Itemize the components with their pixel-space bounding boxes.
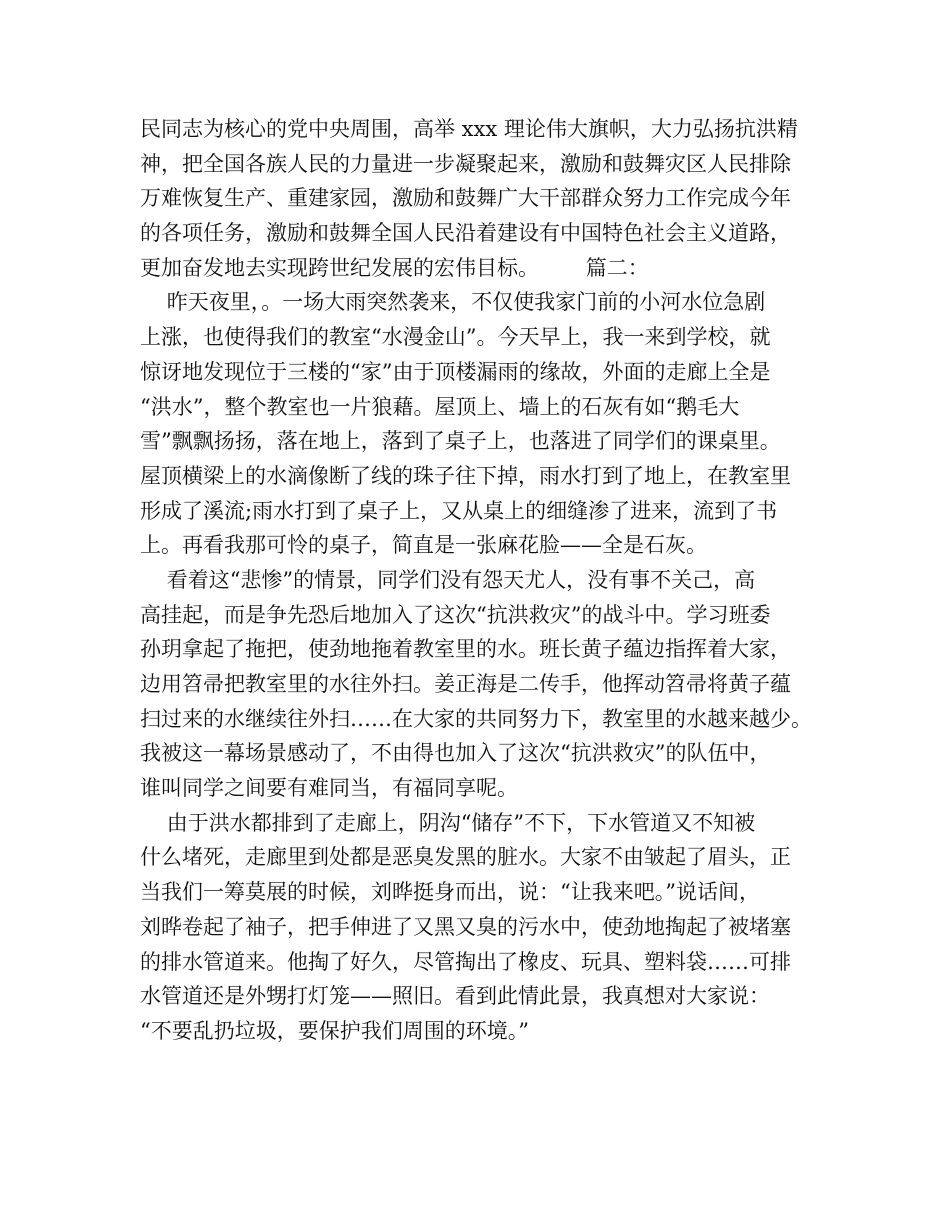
- text-line: 我被这一幕场景感动了，不由得也加入了这次“抗洪救灾”的队伍中，: [140, 741, 771, 766]
- text-line: 屋顶横梁上的水滴像断了线的珠子往下掉，雨水打到了地上，在教室里: [140, 463, 791, 488]
- paragraph-4: [140, 806, 830, 1049]
- text-line: 由于洪水都排到了走廊上，阴沟“储存”不下，下水管道又不知被: [140, 810, 756, 835]
- text-line: 万难恢复生产、重建家园，激励和鼓舞广大干部群众努力工作完成今年: [140, 186, 791, 211]
- document-body: [140, 112, 830, 1049]
- text-line: 高挂起，而是争先恐后地加入了这次“抗洪救灾”的战斗中。学习班委: [140, 602, 771, 627]
- paragraph-1: [140, 112, 830, 285]
- text-line: 刘晔卷起了袖子，把手伸进了又黑又臭的污水中，使劲地掏起了被堵塞: [140, 914, 791, 939]
- text-line: 上涨，也使得我们的教室“水漫金山”。今天早上，我一来到学校，就: [140, 325, 771, 350]
- text-line: 上。再看我那可怜的桌子，简直是一张麻花脸——全是石灰。: [140, 533, 707, 558]
- text-line: 谁叫同学之间要有难同当，有福同享呢。: [140, 776, 518, 801]
- text-line: 的各项任务，激励和鼓舞全国人民沿着建设有中国特色社会主义道路，: [140, 221, 791, 246]
- text-line: 雪”飘飘扬扬，落在地上，落到了桌子上，也落进了同学们的课桌里。: [140, 429, 781, 454]
- text-line: 水管道还是外甥打灯笼——照旧。看到此情此景，我真想对大家说：: [140, 984, 770, 1009]
- paragraph-3: [140, 563, 830, 806]
- text-line: “不要乱扔垃圾，要保护我们周围的环境。”: [140, 1018, 529, 1043]
- text-line: 昨天夜里，。一场大雨突然袭来，不仅使我家门前的小河水位急剧: [140, 290, 766, 315]
- text-line: 更加奋发地去实现跨世纪发展的宏伟目标。 篇二：: [140, 255, 649, 280]
- text-line: 民同志为核心的党中央周围，高举 xxx 理论伟大旗帜，大力弘扬抗洪精: [140, 117, 798, 141]
- text-line: 的排水管道来。他掏了好久，尽管掏出了橡皮、玩具、塑料袋……可排: [140, 949, 791, 974]
- text-line: 边用笤帚把教室里的水往外扫。姜正海是二传手，他挥动笤帚将黄子蕴: [140, 672, 791, 696]
- paragraph-2: [140, 285, 830, 563]
- text-line: “洪水”，整个教室也一片狼藉。屋顶上、墙上的石灰有如“鹅毛大: [140, 394, 740, 419]
- text-line: 扫过来的水继续往外扫……在大家的共同努力下，教室里的水越来越少。: [140, 706, 812, 731]
- text-line: 看着这“悲惨”的情景，同学们没有怨天尤人，没有事不关己，高: [140, 567, 756, 592]
- text-line: 神，把全国各族人民的力量进一步凝聚起来，激励和鼓舞灾区人民排除: [140, 151, 791, 176]
- text-line: 孙玥拿起了拖把，使劲地拖着教室里的水。班长黄子蕴边指挥着大家，: [140, 637, 791, 662]
- text-line: 什么堵死，走廊里到处都是恶臭发黑的脏水。大家不由皱起了眉头，正: [140, 845, 791, 870]
- text-line: 形成了溪流;雨水打到了桌子上，又从桌上的细缝渗了进来，流到了书: [140, 498, 778, 523]
- text-line: 惊讶地发现位于三楼的“家”由于顶楼漏雨的缘故，外面的走廊上全是: [140, 359, 771, 384]
- text-line: 当我们一筹莫展的时候，刘晔挺身而出，说：“让我来吧。”说话间，: [140, 880, 760, 905]
